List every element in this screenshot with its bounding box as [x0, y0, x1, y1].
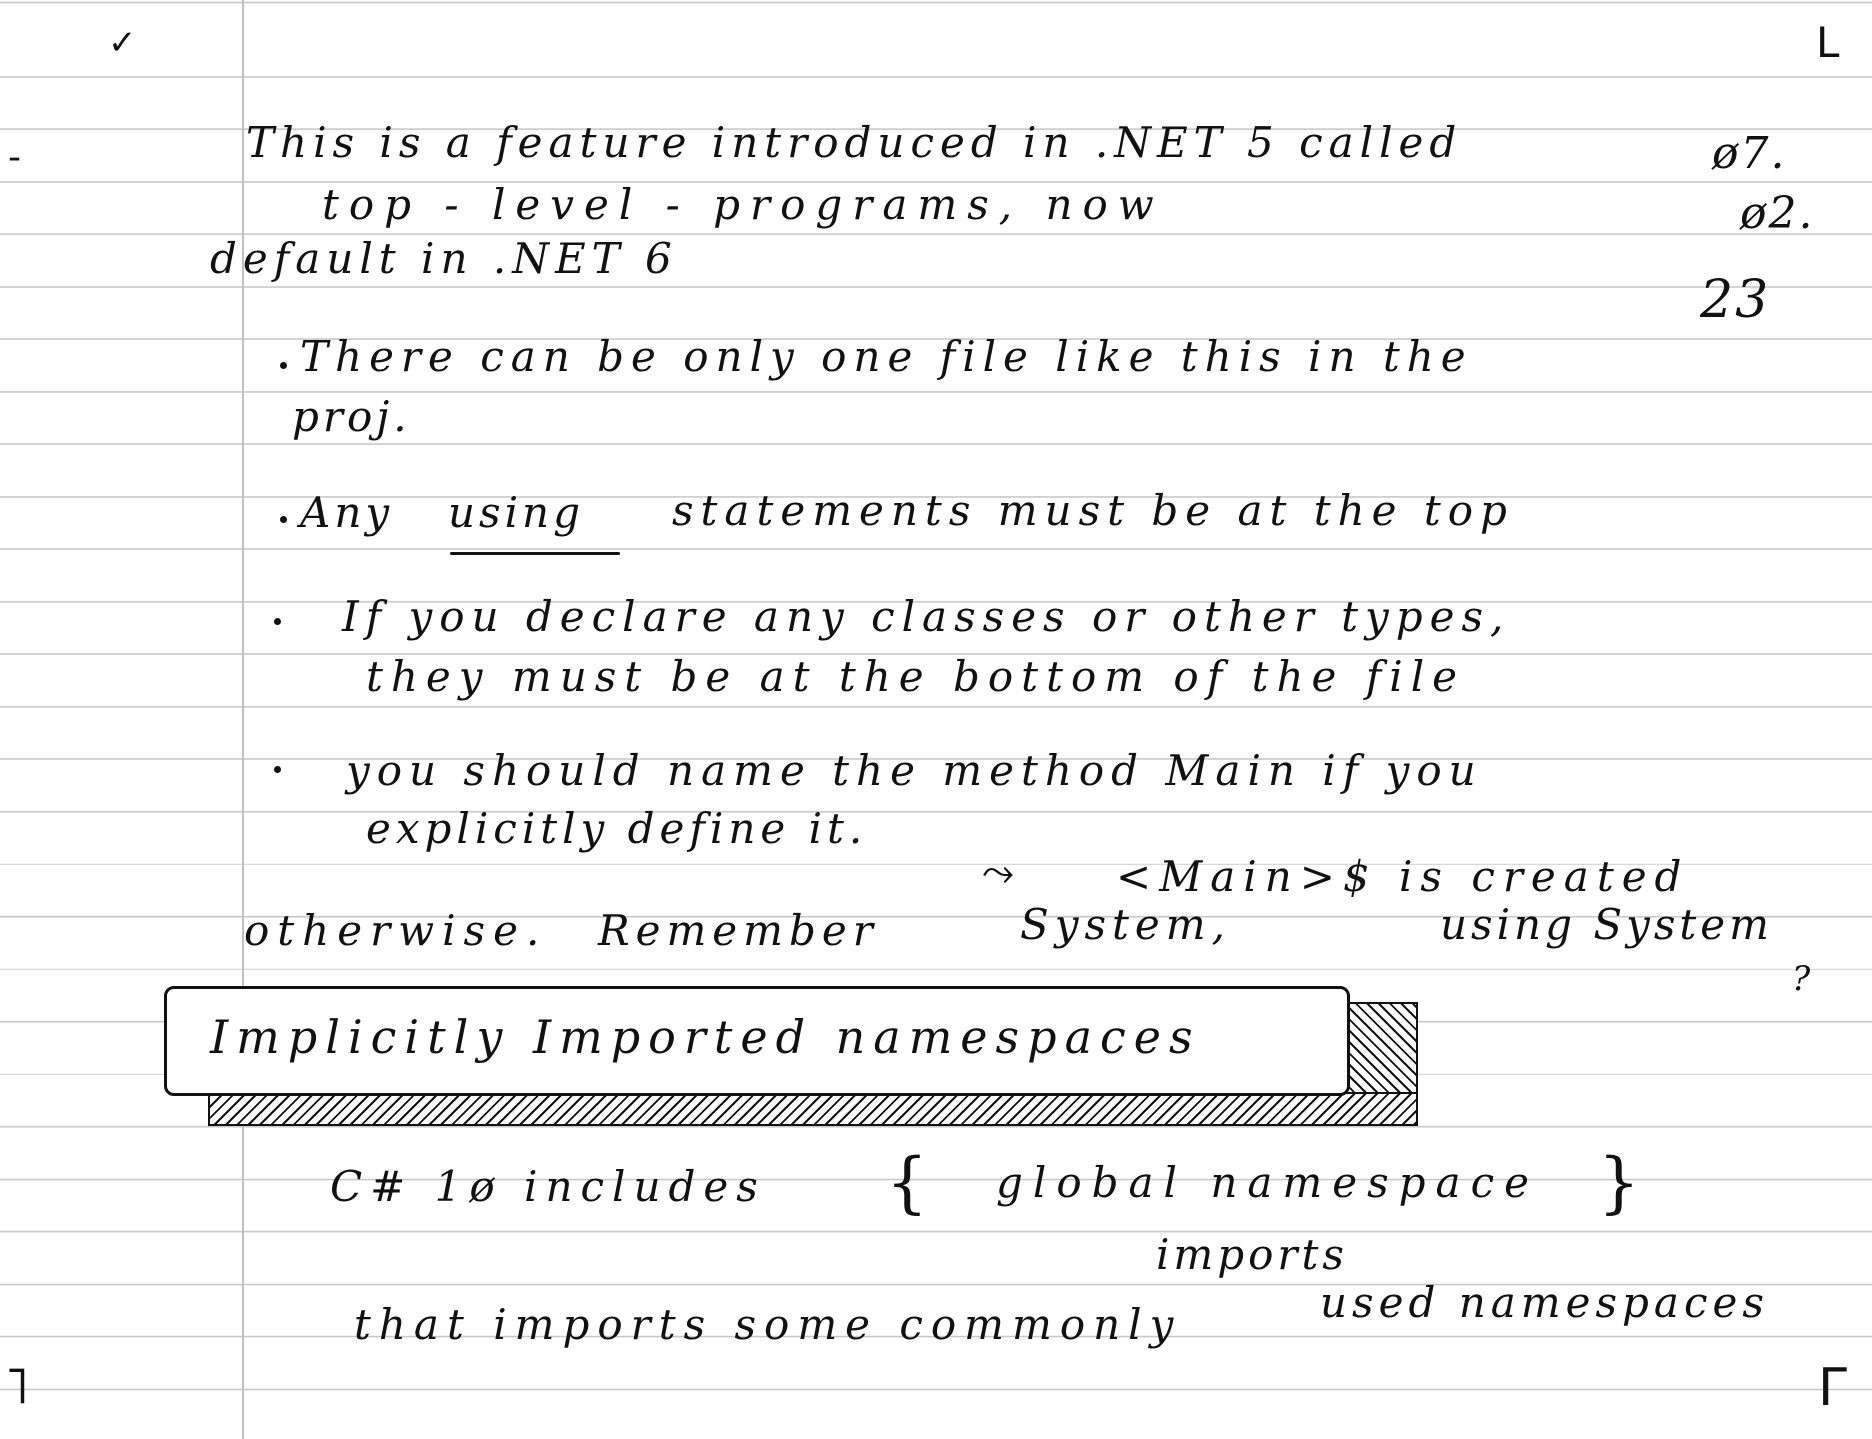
that-imports-commonly: that imports some commonly — [354, 1300, 1182, 1349]
section-title: Implicitly Imported namespaces — [210, 1010, 1201, 1064]
using-system-note: using System — [1440, 900, 1773, 949]
using-underline — [450, 552, 620, 555]
bullet-1-line-1: There can be only one file like this in the — [300, 332, 1473, 381]
bullet-2-suffix: statements must be at the top — [672, 486, 1514, 535]
top-left-corner-mark: ✓ — [108, 23, 137, 63]
bullet-4-line-1: you should name the method Main if you — [346, 746, 1483, 795]
bottom-left-corner-mark: ˥ — [4, 1356, 30, 1416]
csharp-includes: C# 1ø includes — [330, 1162, 766, 1211]
bullet-dot-3 — [274, 618, 281, 625]
bullet-dot-2 — [280, 516, 287, 523]
bullet-dot-4 — [274, 766, 281, 773]
close-brace: } — [1598, 1144, 1640, 1221]
otherwise-note: otherwise. — [244, 906, 548, 955]
intro-line-3: default in .NET 6 — [210, 234, 678, 283]
bullet-2-using-keyword: using — [448, 488, 584, 537]
bullet-4-line-2: explicitly define it. — [366, 804, 868, 853]
bullet-3-line-1: If you declare any classes or other types, — [342, 592, 1511, 641]
question-mark: ? — [1792, 959, 1815, 999]
remember-note: Remember — [598, 906, 879, 955]
left-margin-dash: - — [8, 137, 21, 178]
bottom-right-corner-mark: Γ — [1818, 1358, 1847, 1418]
page-note-3: 23 — [1700, 270, 1771, 330]
system-note: System, — [1020, 900, 1231, 949]
top-right-corner-mark: L — [1816, 18, 1840, 67]
open-brace: { — [886, 1144, 928, 1221]
title-box-shadow-bottom — [208, 1092, 1418, 1126]
bullet-1-line-2: proj. — [292, 392, 411, 441]
bullet-dot-1 — [280, 362, 287, 369]
global-namespace: global namespace — [996, 1158, 1539, 1207]
imports-label: imports — [1156, 1230, 1348, 1279]
page-note-2: ø2. — [1740, 188, 1815, 239]
page-note-1: ø7. — [1712, 128, 1787, 179]
main-created-note: <Main>$ is created — [1116, 852, 1690, 901]
used-namespaces: used namespaces — [1320, 1278, 1769, 1327]
bullet-2-prefix: Any — [300, 488, 394, 537]
intro-line-2: top - level - programs, now — [322, 180, 1164, 229]
bullet-3-line-2: they must be at the bottom of the file — [366, 652, 1465, 701]
intro-line-1: This is a feature introduced in .NET 5 called — [246, 118, 1463, 167]
arrow-icon: ⤳ — [982, 849, 1014, 895]
margin-line — [242, 0, 244, 1439]
